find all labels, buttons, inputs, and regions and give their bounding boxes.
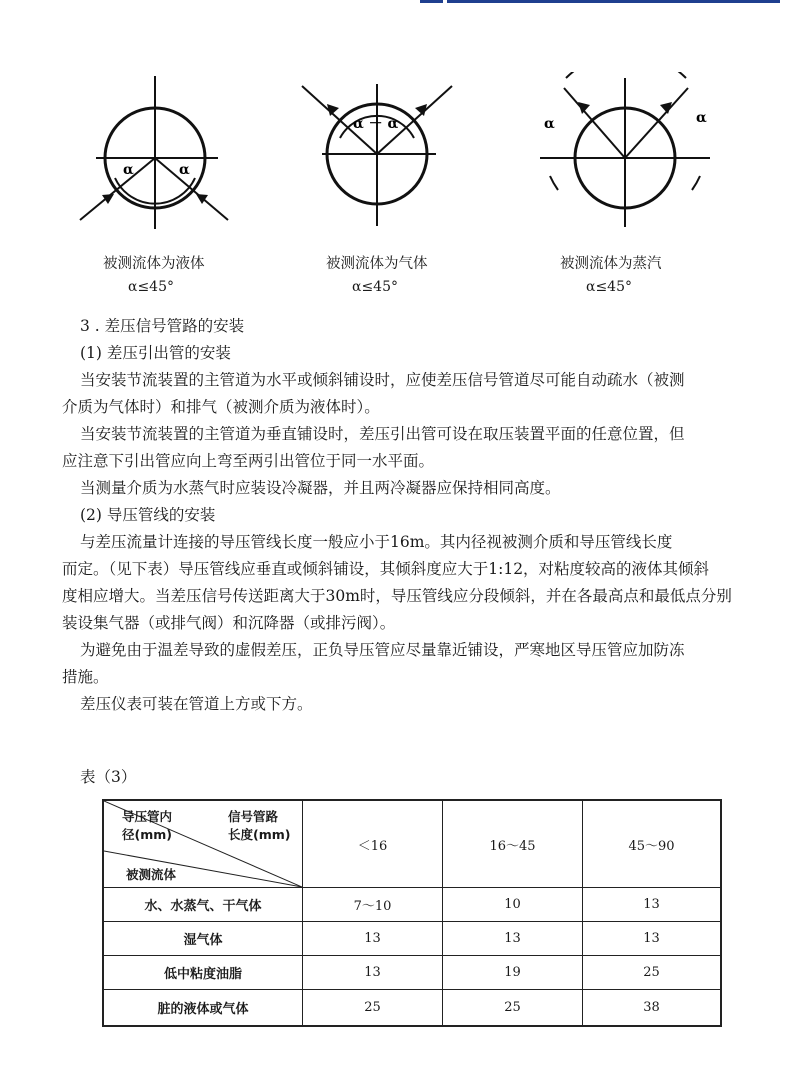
row-label: 水、水蒸气、干气体 bbox=[103, 888, 303, 922]
subheading-2: (2) 导压管线的安装 bbox=[80, 506, 216, 524]
steam-alpha-right: α bbox=[696, 110, 707, 126]
diagram-steam-caption: 被测流体为蒸汽 bbox=[560, 256, 662, 272]
row-label: 低中粘度油脂 bbox=[103, 956, 303, 990]
table-row bbox=[103, 922, 721, 956]
corner-bottom-label: 被测流体 bbox=[126, 867, 177, 882]
paragraph-4-line-1: 与差压流量计连接的导压管线长度一般应小于16m。其内径视被测介质和导压管线长度 bbox=[80, 533, 673, 551]
table-cell: 13 bbox=[583, 888, 722, 922]
paragraph-1-line-2: 介质为气体时）和排气（被测介质为液体时）。 bbox=[62, 398, 380, 416]
table-cell: 25 bbox=[443, 990, 583, 1026]
row-label: 脏的液体或气体 bbox=[103, 990, 303, 1026]
diagram-gas bbox=[300, 78, 455, 228]
table-cell: 25 bbox=[303, 990, 443, 1026]
table-cell: 10 bbox=[443, 888, 583, 922]
diagram-steam bbox=[530, 72, 720, 232]
corner-top-right-line1: 信号管路 bbox=[228, 809, 279, 824]
diagram-liquid-angle: α≤45° bbox=[128, 279, 174, 295]
gas-diagram-graphic bbox=[300, 78, 455, 228]
data-table bbox=[102, 799, 722, 1027]
paragraph-5-line-2: 措施。 bbox=[62, 668, 109, 686]
corner-top-right-line2: 长度(mm) bbox=[228, 827, 291, 842]
liquid-alpha-left: α bbox=[123, 162, 134, 178]
paragraph-2-line-1: 当安装节流装置的主管道为垂直铺设时，差压引出管可设在取压装置平面的任意位置，但 bbox=[80, 425, 685, 443]
corner-top-left-line2: 径(mm) bbox=[122, 827, 172, 842]
paragraph-3: 当测量介质为水蒸气时应装设冷凝器，并且两冷凝器应保持相同高度。 bbox=[80, 479, 561, 497]
table-cell: 13 bbox=[303, 956, 443, 990]
paragraph-4-line-4: 装设集气器（或排气阀）和沉降器（或排污阀）。 bbox=[62, 614, 396, 632]
paragraph-5-line-1: 为避免由于温差导致的虚假差压，正负导压管应尽量靠近铺设，严寒地区导压管应加防冻 bbox=[80, 641, 685, 659]
table-row bbox=[103, 990, 721, 1026]
section-heading: 3 . 差压信号管路的安装 bbox=[80, 317, 245, 335]
liquid-diagram-graphic bbox=[78, 74, 233, 234]
table-cell: 13 bbox=[583, 922, 722, 956]
diagram-liquid bbox=[78, 74, 233, 234]
top-accent-bar bbox=[420, 0, 780, 3]
table-cell: 7～10 bbox=[303, 888, 443, 922]
column-header: ＜16 bbox=[303, 800, 443, 888]
table-cell: 13 bbox=[303, 922, 443, 956]
table-corner-cell bbox=[103, 800, 303, 888]
steam-alpha-left: α bbox=[544, 116, 555, 132]
paragraph-4-line-3: 度相应增大。当差压信号传送距离大于30m时，导压管线应分段倾斜，并在各最高点和最低点分别 bbox=[62, 587, 732, 605]
column-header: 45～90 bbox=[583, 800, 722, 888]
table-cell: 19 bbox=[443, 956, 583, 990]
table-caption: 表（3） bbox=[80, 768, 137, 786]
liquid-alpha-right: α bbox=[179, 162, 190, 178]
top-accent-gap bbox=[443, 0, 447, 3]
diagram-gas-angle: α≤45° bbox=[352, 279, 398, 295]
paragraph-1-line-1: 当安装节流装置的主管道为水平或倾斜铺设时，应使差压信号管道尽可能自动疏水（被测 bbox=[80, 371, 685, 389]
table-row bbox=[103, 956, 721, 990]
paragraph-6: 差压仪表可装在管道上方或下方。 bbox=[80, 695, 313, 713]
body-text bbox=[62, 313, 770, 718]
table-cell: 13 bbox=[443, 922, 583, 956]
table-cell: 25 bbox=[583, 956, 722, 990]
mounting-diagrams bbox=[0, 60, 800, 300]
paragraph-4-line-2: 而定。（见下表）导压管线应垂直或倾斜铺设，其倾斜度应大于1:12，对粘度较高的液体其倾斜 bbox=[62, 560, 710, 578]
paragraph-2-line-2: 应注意下引出管应向上弯至两引出管位于同一水平面。 bbox=[62, 452, 435, 470]
gas-alpha-pair: α － α bbox=[353, 116, 399, 132]
corner-top-left-line1: 导压管内 bbox=[122, 809, 173, 824]
column-header: 16～45 bbox=[443, 800, 583, 888]
steam-diagram-graphic bbox=[530, 72, 720, 232]
diagram-gas-caption: 被测流体为气体 bbox=[326, 256, 428, 272]
table-cell: 38 bbox=[583, 990, 722, 1026]
diagram-liquid-caption: 被测流体为液体 bbox=[103, 256, 205, 272]
pipe-diameter-table bbox=[102, 799, 722, 1027]
row-label: 湿气体 bbox=[103, 922, 303, 956]
diagram-steam-angle: α≤45° bbox=[586, 279, 632, 295]
table-row bbox=[103, 888, 721, 922]
table-header-row bbox=[103, 800, 721, 888]
subheading-1: (1) 差压引出管的安装 bbox=[80, 344, 231, 362]
